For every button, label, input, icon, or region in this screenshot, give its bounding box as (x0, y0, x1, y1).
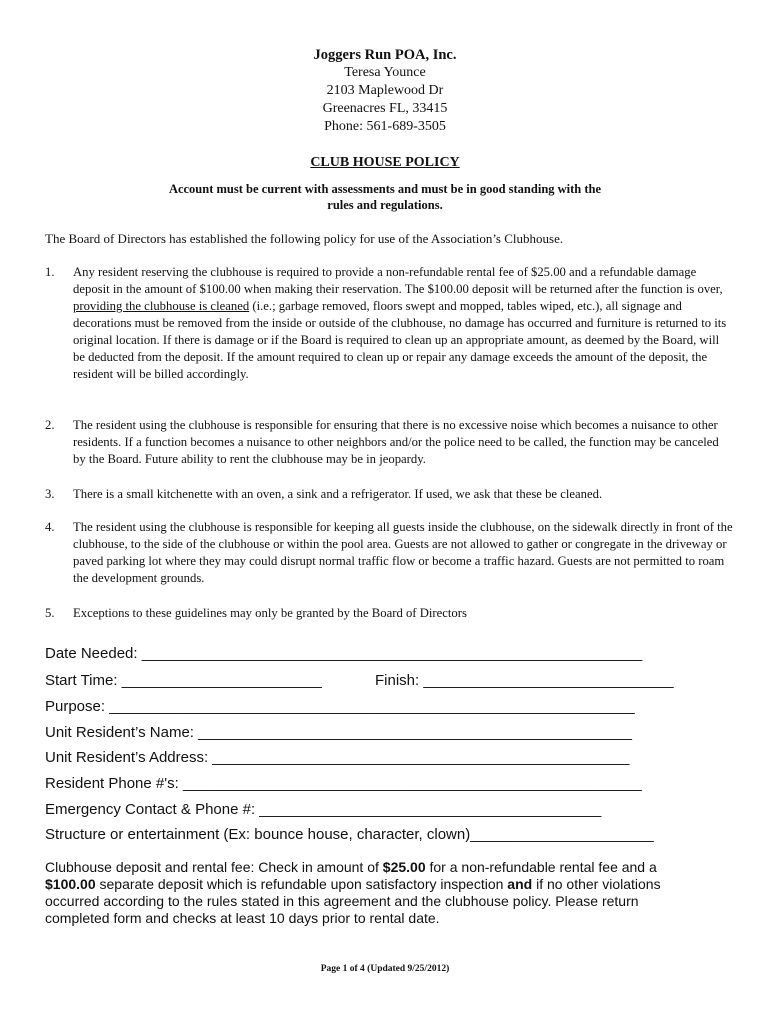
deposit-notice (45, 859, 705, 927)
start-time-field[interactable]: Start Time: ________________________ (45, 672, 322, 689)
resident-name-field[interactable]: Unit Resident’s Name: ____________________________________________________ (45, 724, 632, 741)
item-text (73, 264, 733, 383)
item-number: 4. (45, 520, 55, 534)
item-text: There is a small kitchenette with an oven, a sink and a refrigerator. If used, we ask that these be cleaned. (73, 487, 603, 501)
phone-number: Phone: 561-689-3505 (324, 119, 446, 134)
item-text-part: Any resident reserving the clubhouse is required to provide a non-refundable rental fee of $25.00 and a refundable damage deposit in the amount of $100.00 when making their reservation. The $100.00 deposit will be returned after the function is over, (73, 265, 723, 296)
item-text: Exceptions to these guidelines may only be granted by the Board of Directors (73, 606, 467, 620)
organization-name: Joggers Run POA, Inc. (313, 47, 457, 63)
rental-fee-amount: $25.00 (382, 859, 426, 875)
item-number: 1. (45, 265, 55, 279)
intro-paragraph: The Board of Directors has established the following policy for use of the Association’s Clubhouse. (45, 231, 564, 246)
date-needed-field[interactable]: Date Needed: ____________________________________________________________ (45, 645, 643, 662)
item-number: 5. (45, 606, 55, 620)
notice-text: separate deposit which is refundable upon satisfactory inspection (95, 876, 508, 892)
item-text: The resident using the clubhouse is responsible for keeping all guests inside the clubhouse, on the sidewalk directly in front of the clubhouse, to the side of the clubhouse or within the pool area. Guests are not allowed to gather or congregate in the driveway or paved parking lot where they may could disrupt normal traffic flow or become a traffic hazard. Guests are not permitted to roam the development grounds. (73, 520, 733, 585)
resident-phone-field[interactable]: Resident Phone #'s: _______________________________________________________ (45, 775, 642, 792)
notice-bold-and: and (507, 876, 533, 892)
deposit-amount: $100.00 (45, 876, 96, 892)
item-number: 3. (45, 487, 55, 501)
street-address: 2103 Maplewood Dr (326, 83, 444, 98)
notice-text: Clubhouse deposit and rental fee: Check in amount of (45, 859, 383, 875)
finish-time-field[interactable]: Finish: ______________________________ (375, 672, 674, 689)
item-text: The resident using the clubhouse is responsible for ensuring that there is no excessive noise which becomes a nuisance to other residents. If a function becomes a nuisance to other neighbors and/or the police need to be called, the function may be canceled by the Board. Future ability to rent the clubhouse may be in jeopardy. (73, 418, 719, 466)
purpose-field[interactable]: Purpose: _______________________________________________________________ (45, 698, 635, 715)
page-title: CLUB HOUSE POLICY (310, 155, 460, 170)
page-footer: Page 1 of 4 (Updated 9/25/2012) (320, 964, 450, 974)
structure-entertainment-field[interactable]: Structure or entertainment (Ex: bounce house, character, clown)______________________ (45, 826, 654, 843)
contact-name: Teresa Younce (344, 65, 426, 80)
item-underlined-text: providing the clubhouse is cleaned (73, 299, 250, 313)
item-text-part: (i.e.; garbage removed, floors swept and mopped, tables wiped, etc.), all signage and decorations must be removed from the inside or outside of the clubhouse, no damage has occurred and furniture is returned to its original location. If there is damage or if the Board is required to clean up an appropriate amount, as deemed by the Board, will be deducted from the deposit. If the amount required to clean up or repair any damage exceeds the amount of the deposit, the resident will be billed accordingly. (73, 299, 727, 381)
city-state-zip: Greenacres FL, 33415 (322, 101, 448, 116)
letterhead (0, 46, 770, 136)
resident-address-field[interactable]: Unit Resident’s Address: __________________________________________________ (45, 749, 630, 766)
emergency-contact-field[interactable]: Emergency Contact & Phone #: _________________________________________ (45, 801, 602, 818)
notice-text: if no other violations occurred according to the rules stated in this agreement and the clubhouse policy. Please return completed form and checks at least 10 days prior to rental date. (45, 876, 661, 926)
item-number: 2. (45, 418, 55, 432)
notice-text: for a non-refundable rental fee and a (425, 859, 657, 875)
page-subtitle: Account must be current with assessments and must be in good standing with the rules and regulations. (168, 182, 602, 212)
